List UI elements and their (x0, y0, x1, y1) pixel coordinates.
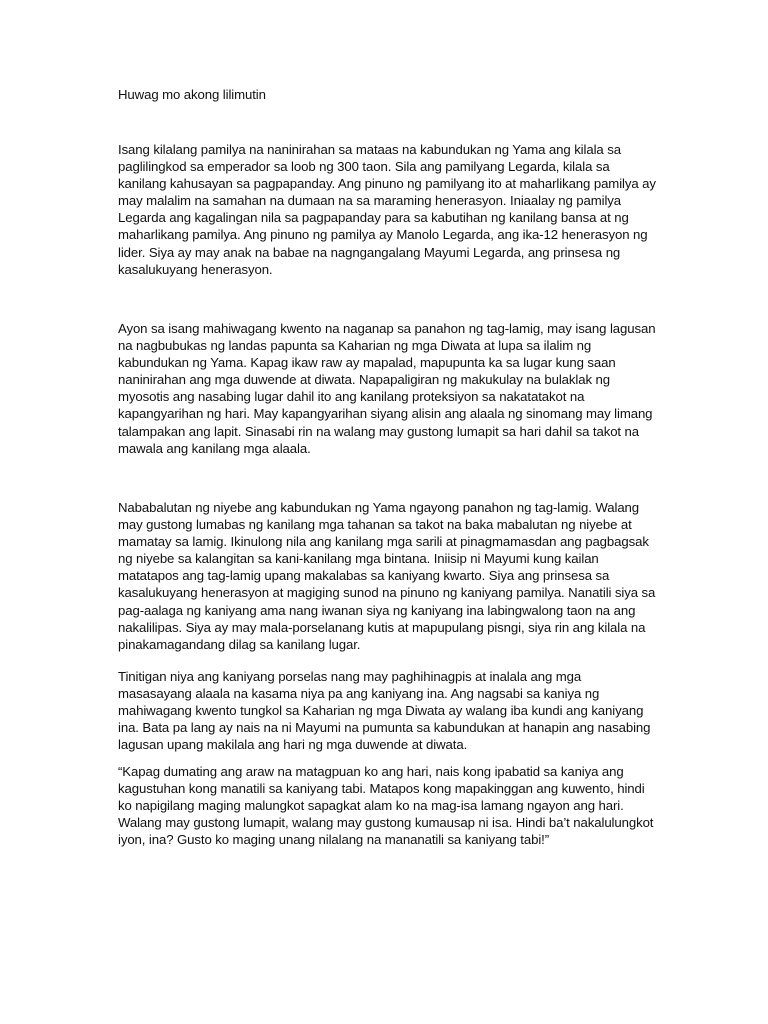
paragraph-3: Nababalutan ng niyebe ang kabundukan ng Yama ngayong panahon ng tag-lamig. Walang may gustong lumabas ng kanilang mga tahanan sa takot na baka mabalutan ng niyebe at mamatay sa lamig. Ikinulong nila ang kanilang mga sarili at pinagmamasdan ang pagbagsak ng niyebe sa kalangitan sa kani-kanilang mga bintana. Iniisip ni Mayumi kung kailan matatapos ang tag-lamig upang makalabas sa kaniyang kwarto. Siya ang prinsesa sa kasalukuyang henerasyon at magiging sunod na pinuno ng kaniyang pamilya. Nanatili siya sa pag-aalaga ng kaniyang ama nang iwanan siya ng kaniyang ina labingwalong taon na ang nakalilipas. Siya ay may mala-porselanang kutis at mapupulang pisngi, siya rin ang kilala na pinakamagandang dilag sa kanilang lugar. (118, 500, 656, 652)
paragraph-2: Ayon sa isang mahiwagang kwento na naganap sa panahon ng tag-lamig, may isang lagusan na nagbubukas ng landas papunta sa Kaharian ng mga Diwata at lupa sa ilalim ng kabundukan ng Yama. Kapag ikaw raw ay mapalad, mapupunta ka sa lugar kung saan naninirahan ang mga duwende at diwata. Napapaligiran ng makukulay na bulaklak ng myosotis ang nasabing lugar dahil ito ang kanilang proteksiyon sa nakatatakot na kapangyarihan ng hari. May kapangyarihan siyang alisin ang alaala ng sinomang may limang talampakan ang lapit. Sinasabi rin na walang may gustong lumapit sa hari dahil sa takot na mawala ang kanilang mga alaala. (118, 321, 656, 456)
paragraph-5: “Kapag dumating ang araw na matagpuan ko ang hari, nais kong ipabatid sa kaniya ang kagustuhan kong manatili sa kaniyang tabi. Matapos kong mapakinggan ang kuwento, hindi ko napigilang maging malungkot sapagkat alam ko na mag-isa lamang ngayon ang hari. Walang may gustong lumapit, walang may gustong kumausap ni isa. Hindi ba’t nakalulungkot iyon, ina? Gusto ko maging unang nilalang na mananatili sa kaniyang tabi!” (118, 764, 654, 848)
document-title: Huwag mo akong lilimutin (118, 87, 266, 102)
paragraph-4: Tinitigan niya ang kaniyang porselas nang may paghihinagpis at inalala ang mga masasayang alaala na kasama niya pa ang kaniyang ina. Ang nagsabi sa kaniya ng mahiwagang kwento tungkol sa Kaharian ng mga Diwata ay walang iba kundi ang kaniyang ina. Bata pa lang ay nais na ni Mayumi na pumunta sa kabundukan at hanapin ang nasabing lagusan upang makilala ang hari ng mga duwende at diwata. (118, 669, 651, 753)
paragraph-1: Isang kilalang pamilya na naninirahan sa mataas na kabundukan ng Yama ang kilala sa paglilingkod sa emperador sa loob ng 300 taon. Sila ang pamilyang Legarda, kilala sa kanilang kahusayan sa pagpapanday. Ang pinuno ng pamilyang ito at maharlikang pamilya ay may malalim na samahan na dumaan na sa maraming henerasyon. Iniaalay ng pamilya Legarda ang kagalingan nila sa pagpapanday para sa kabutihan ng kanilang bansa at ng maharlikang pamilya. Ang pinuno ng pamilya ay Manolo Legarda, ang ika-12 henerasyon ng lider. Siya ay may anak na babae na nagngangalang Mayumi Legarda, ang prinsesa ng kasalukuyang henerasyon. (118, 142, 656, 277)
